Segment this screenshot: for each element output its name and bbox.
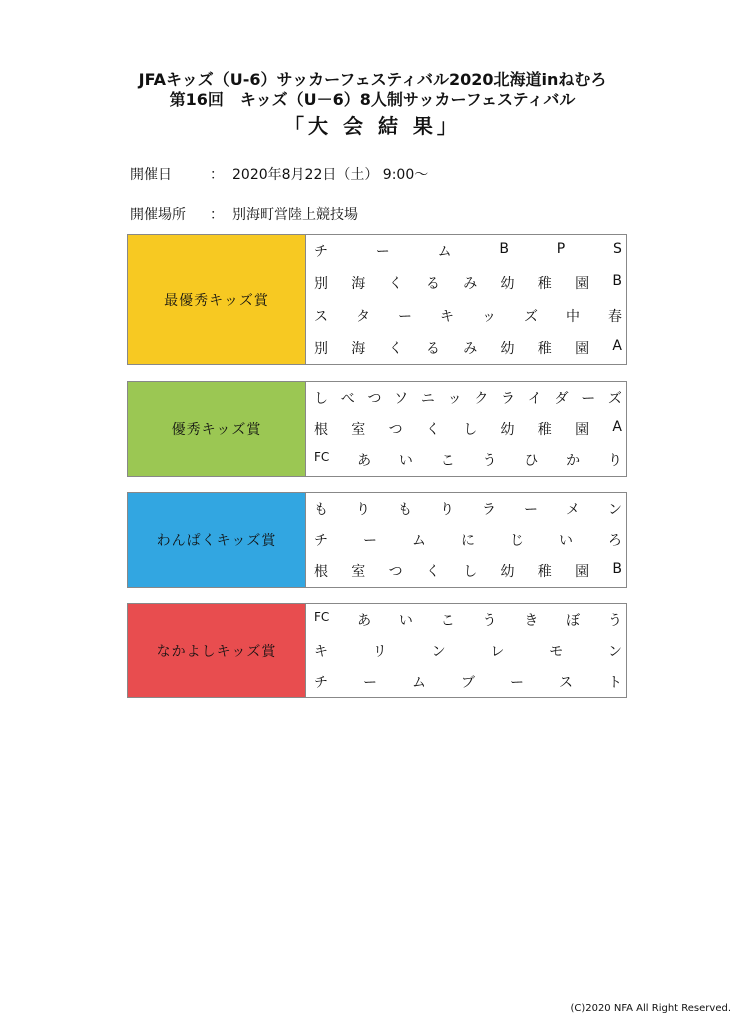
team-name-char: ー (375, 244, 390, 261)
team-name-char: ひ (524, 453, 539, 470)
team-name-char: S (613, 241, 622, 258)
award-team-list (306, 604, 626, 697)
team-name-char: ン (608, 501, 622, 518)
team-name-char: み (463, 276, 478, 293)
team-name-char: ソ (394, 390, 409, 407)
team-name-char: ム (412, 674, 426, 691)
team-name-char: つ (367, 390, 382, 407)
team-name-char: 海 (351, 340, 366, 357)
team-name-char: チ (314, 532, 328, 549)
award-name: なかよしキッズ賞 (128, 604, 306, 697)
team-name-char: P (556, 241, 566, 258)
copyright-footer: (C)2020 NFA All Right Reserved. (570, 1003, 731, 1014)
team-name-char: A (612, 418, 622, 435)
team-name-char: 園 (575, 564, 590, 581)
team-name-char: 幼 (500, 340, 515, 357)
team-name-char: ク (474, 390, 489, 407)
team-name (314, 241, 622, 261)
event-date-row (130, 164, 428, 184)
team-name-char: う (482, 612, 497, 629)
team-name-char: り (356, 501, 370, 518)
award-team-list (306, 235, 626, 364)
team-name-char: ン (607, 643, 622, 660)
team-name-char: ス (559, 674, 573, 691)
team-row (306, 267, 626, 299)
team-name-char: キ (314, 643, 328, 660)
title-line-1: JFAキッズ（U-6）サッカーフェスティバル2020北海道inねむろ (138, 70, 607, 89)
team-name-char: ッ (482, 308, 496, 325)
team-name-char: ラ (482, 501, 496, 518)
team-name-char: ー (581, 390, 596, 407)
team-name-char: 稚 (537, 564, 552, 581)
team-row (306, 493, 626, 524)
team-name-char: 園 (575, 276, 590, 293)
team-name-char: こ (440, 612, 455, 629)
team-name-char: り (440, 501, 454, 518)
team-name-char: 幼 (500, 564, 515, 581)
team-name-char: う (607, 612, 622, 629)
team-name-char: み (463, 340, 478, 357)
team-row (306, 300, 626, 332)
team-name-char: 稚 (537, 276, 552, 293)
title-line-2: 第16回 キッズ（U－6）8人制サッカーフェスティバル (169, 90, 576, 109)
team-name-char: ズ (607, 390, 622, 407)
team-name-char: か (566, 453, 581, 470)
team-name-char: キ (440, 308, 454, 325)
team-name (314, 610, 622, 630)
team-name (314, 419, 622, 439)
team-name-char: い (398, 453, 413, 470)
team-name-char: FC (314, 450, 330, 465)
team-row (306, 666, 626, 697)
team-name-char: 稚 (537, 340, 552, 357)
team-name-char: B (499, 241, 509, 258)
team-name-char: イ (527, 390, 542, 407)
team-name-char: る (425, 340, 440, 357)
team-name-char: ッ (447, 390, 462, 407)
team-name-char: ム (437, 244, 452, 261)
page-title: 「大 会 結 果」 (284, 114, 461, 138)
award-name: 最優秀キッズ賞 (128, 235, 306, 364)
team-name-char: つ (388, 421, 403, 438)
team-name-char: し (314, 390, 328, 407)
team-name-char: チ (314, 674, 328, 691)
award-name: 優秀キッズ賞 (128, 382, 306, 476)
team-name-char: ニ (420, 390, 435, 407)
team-name-char: く (388, 276, 403, 293)
team-name-char: タ (356, 308, 370, 325)
team-name (314, 561, 622, 581)
team-name-char: べ (340, 390, 355, 407)
team-name-char: 園 (575, 421, 590, 438)
team-name-char: ダ (554, 390, 569, 407)
team-name-char: あ (357, 453, 372, 470)
team-row (306, 604, 626, 635)
venue-separator: ： (210, 207, 224, 223)
team-name (314, 641, 622, 661)
team-name-char: に (461, 532, 475, 549)
team-name-char: も (398, 501, 412, 518)
team-row (306, 556, 626, 587)
team-name-char: 海 (351, 276, 366, 293)
team-name-char: る (425, 276, 440, 293)
team-name-char: う (482, 453, 497, 470)
team-name-char: ー (524, 501, 538, 518)
team-name-char: し (463, 421, 478, 438)
team-name-char: A (612, 337, 622, 354)
team-name-char: ぼ (566, 612, 581, 629)
team-row (306, 382, 626, 413)
team-row (306, 635, 626, 666)
team-name-char: 幼 (500, 421, 515, 438)
team-name-char: B (612, 561, 622, 578)
team-name-char: 幼 (500, 276, 515, 293)
team-name-char: じ (510, 532, 524, 549)
team-name-char: FC (314, 609, 330, 624)
team-name-char: モ (549, 643, 564, 660)
team-name-char: 根 (314, 421, 328, 438)
team-name-char: 別 (314, 276, 328, 293)
team-name-char: ム (412, 532, 426, 549)
team-name (314, 499, 622, 519)
team-name-char: あ (357, 612, 372, 629)
award-block-1 (127, 234, 627, 365)
team-name-char: 根 (314, 564, 328, 581)
team-name-char: こ (440, 453, 455, 470)
venue-label: 開催場所 (130, 207, 186, 223)
award-block-4 (127, 603, 627, 698)
team-row (306, 235, 626, 267)
team-name-char: レ (490, 643, 505, 660)
team-name-char: く (425, 421, 440, 438)
team-name-char: 別 (314, 340, 328, 357)
team-name-char: B (612, 273, 622, 290)
team-name-char: い (398, 612, 413, 629)
team-name-char: り (607, 453, 622, 470)
date-separator: ： (210, 167, 224, 183)
award-name: わんぱくキッズ賞 (128, 493, 306, 587)
team-name-char: ト (608, 674, 622, 691)
venue-value: 別海町営陸上競技場 (232, 207, 358, 223)
team-name-char: ス (314, 308, 328, 325)
team-name-char: し (463, 564, 478, 581)
team-name-char: 園 (575, 340, 590, 357)
award-team-list (306, 493, 626, 587)
date-label: 開催日 (130, 167, 172, 183)
team-name-char: き (524, 612, 539, 629)
team-name-char: ー (398, 308, 412, 325)
team-name (314, 273, 622, 293)
team-name-char: ー (510, 674, 524, 691)
team-name-char: 室 (351, 421, 366, 438)
team-name (314, 306, 622, 326)
team-name-char: ラ (501, 390, 516, 407)
team-name-char: ー (363, 532, 377, 549)
award-block-2 (127, 381, 627, 477)
team-name (314, 450, 622, 470)
team-name-char: 室 (351, 564, 366, 581)
team-name-char: メ (566, 501, 580, 518)
team-name (314, 530, 622, 550)
team-row (306, 332, 626, 364)
event-venue-row (130, 204, 358, 224)
team-name (314, 338, 622, 358)
team-name-char: ズ (524, 308, 538, 325)
team-name-char: い (559, 532, 573, 549)
team-name-char: も (314, 501, 328, 518)
team-name-char: ー (363, 674, 377, 691)
team-name (314, 672, 622, 692)
team-row (306, 445, 626, 476)
date-value: 2020年8月22日（土） 9:00～ (232, 167, 429, 183)
team-name-char: リ (372, 643, 387, 660)
team-name-char: ろ (608, 532, 622, 549)
team-name-char: チ (314, 244, 328, 261)
team-row (306, 413, 626, 444)
team-name-char: く (388, 340, 403, 357)
team-name-char: つ (388, 564, 403, 581)
team-name-char: 春 (608, 308, 622, 325)
team-name (314, 388, 622, 408)
team-name-char: く (425, 564, 440, 581)
team-row (306, 524, 626, 555)
title-block (0, 70, 745, 140)
team-name-char: 中 (566, 308, 580, 325)
team-name-char: 稚 (537, 421, 552, 438)
award-block-3 (127, 492, 627, 588)
team-name-char: ブ (461, 674, 475, 691)
team-name-char: ン (431, 643, 446, 660)
award-team-list (306, 382, 626, 476)
